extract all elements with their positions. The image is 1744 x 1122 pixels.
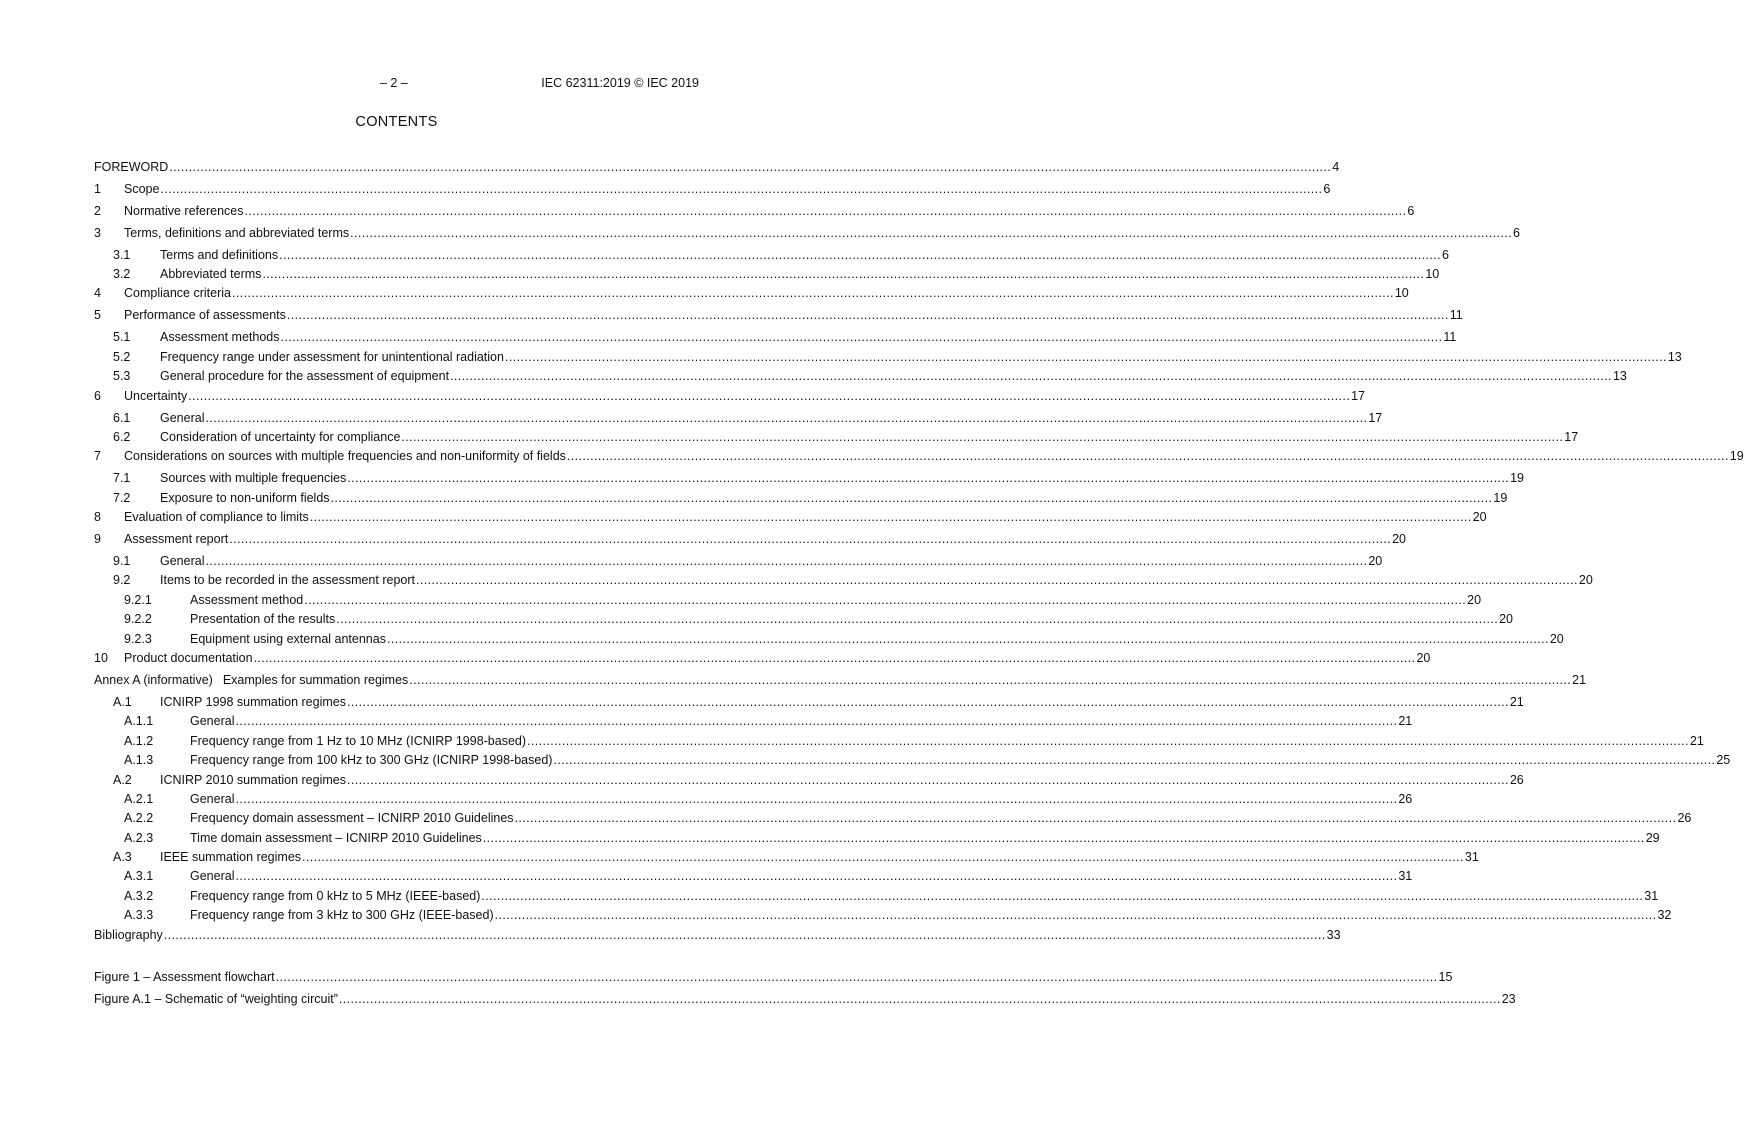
toc-entry-page: 26 [1677,811,1692,826]
toc-entry-number: 10 [94,651,108,665]
dot-leader: ............................................................................................................................................................................................................................................................................................................ [188,388,1351,403]
figure-entry-page: 15 [1438,970,1453,985]
figure-entry-title: Figure 1 – Assessment flowchart [94,970,275,985]
dot-leader: ............................................................................................................................................................................................................................................................................................................ [350,225,1512,240]
toc-entry-title: Assessment report [124,532,229,547]
page-number: – 2 – [380,76,408,90]
dot-leader: ............................................................................................................................................................................................................................................................................................................ [235,791,1398,806]
dot-leader: ............................................................................................................................................................................................................................................................................................................ [275,970,1438,985]
toc-entry-a-1-1[interactable] [94,712,1413,731]
toc-entry-title: Frequency range from 100 kHz to 300 GHz (ICNIRP 1998-based) [190,753,553,768]
toc-entry-page: 21 [1509,694,1524,709]
toc-entry-7-1[interactable] [94,469,1524,488]
toc-entry-page: 10 [1425,267,1440,282]
dot-leader: ............................................................................................................................................................................................................................................................................................................ [481,888,1644,903]
dot-leader: ............................................................................................................................................................................................................................................................................................................ [553,753,1716,768]
toc-entry-title: ICNIRP 2010 summation regimes [160,772,346,787]
toc-entry-title: Frequency range from 3 kHz to 300 GHz (IEEE-based) [190,908,494,923]
figure-entry-a-1[interactable] [94,989,1516,1008]
toc-entry-page: 6 [1442,247,1449,262]
toc-entry-page: 19 [1493,490,1508,505]
dot-leader: ............................................................................................................................................................................................................................................................................................................ [262,267,1425,282]
toc-entry-title: Equipment using external antennas [190,631,386,646]
toc-entry-page: 20 [1368,554,1383,569]
toc-entry-page: 6 [1407,203,1415,218]
toc-entry-number: 5 [94,308,101,323]
toc-entry-a-1[interactable] [94,692,1524,711]
page-header [94,76,699,92]
toc-entry-number: A.3.3 [124,908,154,923]
toc-entry-4[interactable] [94,284,1409,303]
toc-entry-number: 9 [94,532,101,547]
toc-entry-number: 1 [94,181,101,196]
dot-leader: ............................................................................................................................................................................................................................................................................................................ [205,554,1368,569]
toc-entry-number: A.2.3 [124,830,154,845]
toc-entry-page: 29 [1645,830,1660,845]
dot-leader: ............................................................................................................................................................................................................................................................................................................ [494,908,1657,923]
toc-entry-9-2-3[interactable] [94,629,1564,648]
dot-leader: ............................................................................................................................................................................................................................................................................................................ [244,203,1407,218]
toc-entry-title: Frequency domain assessment – ICNIRP 2010 Guidelines [190,811,514,826]
toc-entry-number: A.3.1 [124,869,154,884]
toc-entry-title: Items to be recorded in the assessment report [160,573,415,588]
toc-entry-title: Time domain assessment – ICNIRP 2010 Guidelines [190,830,482,845]
toc-entry-title: Terms, definitions and abbreviated terms [124,225,350,240]
toc-entry-number: 9.1 [113,554,131,569]
toc-entry-page: 20 [1578,573,1593,588]
toc-entry-9-1[interactable] [94,551,1383,570]
toc-entry-page: 33 [1326,927,1341,942]
toc-entry-number: 6.2 [113,429,131,444]
toc-entry-foreword[interactable] [94,157,1340,176]
dot-leader: ............................................................................................................................................................................................................................................................................................................ [338,992,1501,1007]
toc-entry-title: General procedure for the assessment of equipment [160,369,450,384]
toc-entry-title: Frequency range from 0 kHz to 5 MHz (IEEE-based) [190,888,481,903]
toc-entry-title: IEEE summation regimes [160,850,302,865]
dot-leader: ............................................................................................................................................................................................................................................................................................................ [160,181,1323,196]
toc-entry-2[interactable] [94,201,1415,220]
toc-entry-a-3-2[interactable] [94,886,1659,905]
toc-entry-number: 5.2 [113,349,131,364]
toc-entry-title: General [190,869,235,884]
dot-leader: ............................................................................................................................................................................................................................................................................................................ [450,369,1612,384]
toc-entry-title: Sources with multiple frequencies [160,471,347,486]
toc-entry-title: Scope [124,181,160,196]
toc-entry-page: 25 [1716,753,1731,768]
toc-entry-title: Terms and definitions [160,247,279,262]
toc-entry-title: Presentation of the results [190,612,336,627]
dot-leader: ............................................................................................................................................................................................................................................................................................................ [304,592,1467,607]
toc-entry-page: 21 [1572,672,1587,687]
toc-entry-title: Frequency range under assessment for unintentional radiation [160,349,504,364]
toc-entry-page: 17 [1368,410,1383,425]
toc-entry-title: Bibliography [94,927,163,942]
toc-entry-page: 11 [1443,330,1457,345]
toc-entry-page: 11 [1449,308,1463,323]
toc-entry-a-1-2[interactable] [94,731,1704,750]
toc-entry-title: Performance of assessments [124,308,286,323]
figure-entry-title: Figure A.1 – Schematic of “weighting circuit” [94,992,338,1007]
toc-entry-number: A.2.1 [124,791,154,806]
toc-entry-title: Compliance criteria [124,286,231,301]
toc-entry-page: 21 [1398,714,1413,729]
toc-entry-8[interactable] [94,507,1487,526]
dot-leader: ............................................................................................................................................................................................................................................................................................................ [302,850,1464,865]
toc-entry-page: 20 [1392,532,1406,547]
toc-entry-title: Assessment method [190,592,304,607]
toc-entry-3-2[interactable] [94,264,1440,283]
toc-entry-9-2[interactable] [94,571,1593,590]
dot-leader: ............................................................................................................................................................................................................................................................................................................ [346,772,1509,787]
dot-leader: ............................................................................................................................................................................................................................................................................................................ [309,510,1472,525]
toc-entry-a-3-3[interactable] [94,906,1672,925]
toc-entry-number: 3.2 [113,267,131,282]
toc-entry-5-1[interactable] [94,328,1457,347]
toc-entry-title: Exposure to non-uniform fields [160,490,330,505]
toc-entry-page: 32 [1657,908,1672,923]
toc-entry-number: 7 [94,449,101,464]
toc-entry-title: Product documentation [124,651,253,665]
toc-entry-number: 5.1 [113,330,131,345]
toc-entry-number: 6 [94,388,101,403]
toc-entry-number: 3 [94,225,101,240]
figure-entry-page: 23 [1501,992,1516,1007]
toc-entry-title: General [160,554,205,569]
toc-entry-6-2[interactable] [94,427,1579,446]
toc-entry-page: 31 [1398,869,1413,884]
toc-entry-title: Evaluation of compliance to limits [124,510,309,525]
dot-leader: ............................................................................................................................................................................................................................................................................................................ [527,733,1689,748]
dot-leader: ............................................................................................................................................................................................................................................................................................................ [566,449,1729,464]
toc-entry-number: 7.1 [113,471,131,486]
toc-entry-number: A.1.1 [124,714,154,729]
toc-entry-number: 9.2.2 [124,612,152,627]
toc-entry-number: 6.1 [113,410,131,425]
toc-entry-a-3[interactable] [94,847,1479,866]
toc-entry-number: 9.2 [113,573,131,588]
dot-leader: ............................................................................................................................................................................................................................................................................................................ [482,830,1645,845]
dot-leader: ............................................................................................................................................................................................................................................................................................................ [280,330,1443,345]
toc-entry-a-3-1[interactable] [94,867,1413,886]
figure-entry-1[interactable] [94,967,1453,986]
toc-entry-a-2-2[interactable] [94,809,1692,828]
toc-entry-number: 8 [94,510,101,525]
toc-entry-page: 17 [1564,429,1579,444]
toc-entry-number: 9.2.1 [124,592,152,607]
toc-entry-page: 6 [1513,225,1520,240]
dot-leader: ............................................................................................................................................................................................................................................................................................................ [504,349,1667,364]
toc-entry-page: 20 [1416,651,1431,665]
toc-entry-title: Examples for summation regimes [222,672,409,687]
toc-entry-number: A.3 [113,850,132,865]
toc-entry-page: 20 [1472,510,1487,525]
dot-leader: ............................................................................................................................................................................................................................................................................................................ [205,410,1368,425]
toc-entry-number: Annex A (informative) [94,672,213,687]
toc-entry-page: 13 [1612,369,1627,384]
toc-entry-title: ICNIRP 1998 summation regimes [160,694,346,709]
toc-entry-5[interactable] [94,306,1463,325]
toc-entry-number: 5.3 [113,369,131,384]
toc-entry-page: 31 [1644,888,1659,903]
toc-entry-1[interactable] [94,179,1331,198]
toc-entry-a-2-1[interactable] [94,789,1413,808]
dot-leader: ............................................................................................................................................................................................................................................................................................................ [229,532,1392,547]
dot-leader: ............................................................................................................................................................................................................................................................................................................ [346,694,1509,709]
toc-entry-page: 26 [1398,791,1413,806]
document-id: IEC 62311:2019 © IEC 2019 [541,76,699,90]
toc-entry-page: 4 [1332,159,1340,174]
toc-entry-title: General [190,714,235,729]
toc-entry-number: 4 [94,286,101,301]
dot-leader: ............................................................................................................................................................................................................................................................................................................ [386,631,1549,646]
toc-entry-a-1-3[interactable] [94,750,1731,769]
toc-entry-page: 21 [1689,733,1704,748]
toc-entry-number: A.2 [113,772,132,787]
toc-entry-page: 19 [1510,471,1524,486]
toc-entry-9-2-1[interactable] [94,590,1482,609]
dot-leader: ............................................................................................................................................................................................................................................................................................................ [416,573,1578,588]
toc-entry-5-3[interactable] [94,366,1627,385]
toc-entry-page: 13 [1667,349,1682,364]
toc-entry-page: 6 [1323,181,1331,196]
toc-entry-3-1[interactable] [94,245,1449,264]
toc-entry-title: Consideration of uncertainty for compliance [160,429,401,444]
contents-title: CONTENTS [355,114,438,130]
toc-entry-6[interactable] [94,386,1366,405]
dot-leader: ............................................................................................................................................................................................................................................................................................................ [235,714,1398,729]
table-of-contents [94,157,1744,1009]
dot-leader: ............................................................................................................................................................................................................................................................................................................ [514,811,1677,826]
toc-entry-page: 19 [1729,449,1744,464]
toc-entry-title: General [160,410,205,425]
toc-entry-page: 20 [1467,592,1482,607]
toc-entry-number: A.1.3 [124,753,154,768]
dot-leader: ............................................................................................................................................................................................................................................................................................................ [253,651,1416,665]
toc-entry-number: A.1.2 [124,733,154,748]
dot-leader: ............................................................................................................................................................................................................................................................................................................ [279,247,1441,262]
toc-entry-7-2[interactable] [94,488,1508,507]
dot-leader: ............................................................................................................................................................................................................................................................................................................ [231,286,1394,301]
toc-entry-bibliography[interactable] [94,925,1341,944]
toc-entry-annex-a[interactable] [94,670,1587,689]
toc-entry-title: Abbreviated terms [160,267,262,282]
toc-entry-9-2-2[interactable] [94,610,1514,629]
dot-leader: ............................................................................................................................................................................................................................................................................................................ [336,612,1499,627]
toc-entry-3[interactable] [94,223,1520,242]
toc-entry-page: 26 [1509,772,1524,787]
toc-entry-a-2[interactable] [94,770,1524,789]
toc-entry-6-1[interactable] [94,408,1383,427]
toc-entry-7[interactable] [94,447,1744,466]
toc-entry-9[interactable] [94,529,1406,548]
toc-entry-page: 20 [1549,631,1564,646]
dot-leader: ............................................................................................................................................................................................................................................................................................................ [235,869,1398,884]
toc-entry-title: Normative references [124,203,244,218]
toc-entry-title: Frequency range from 1 Hz to 10 MHz (ICNIRP 1998-based) [190,733,527,748]
toc-entry-number: 2 [94,203,101,218]
dot-leader: ............................................................................................................................................................................................................................................................................................................ [169,159,1332,174]
dot-leader: ............................................................................................................................................................................................................................................................................................................ [401,429,1564,444]
toc-entry-title: Assessment methods [160,330,280,345]
toc-entry-5-2[interactable] [94,347,1682,366]
toc-entry-number: 9.2.3 [124,631,152,646]
toc-entry-title: FOREWORD [94,159,169,174]
toc-entry-title: Uncertainty [124,388,188,403]
dot-leader: ............................................................................................................................................................................................................................................................................................................ [163,927,1326,942]
toc-entry-number: 3.1 [113,247,131,262]
toc-entry-title: Considerations on sources with multiple frequencies and non-uniformity of fields [124,449,566,464]
toc-entry-page: 17 [1351,388,1366,403]
toc-entry-page: 20 [1499,612,1514,627]
toc-entry-page: 31 [1464,850,1479,865]
toc-entry-a-2-3[interactable] [94,828,1660,847]
toc-entry-title: General [190,791,235,806]
dot-leader: ............................................................................................................................................................................................................................................................................................................ [286,308,1449,323]
toc-entry-number: A.1 [113,694,132,709]
toc-entry-number: A.2.2 [124,811,154,826]
dot-leader: ............................................................................................................................................................................................................................................................................................................ [330,490,1493,505]
toc-entry-number: A.3.2 [124,888,154,903]
toc-entry-10[interactable] [94,648,1431,667]
toc-entry-page: 10 [1394,286,1409,301]
dot-leader: ............................................................................................................................................................................................................................................................................................................ [409,672,1572,687]
dot-leader: ............................................................................................................................................................................................................................................................................................................ [347,471,1510,486]
toc-entry-number: 7.2 [113,490,131,505]
